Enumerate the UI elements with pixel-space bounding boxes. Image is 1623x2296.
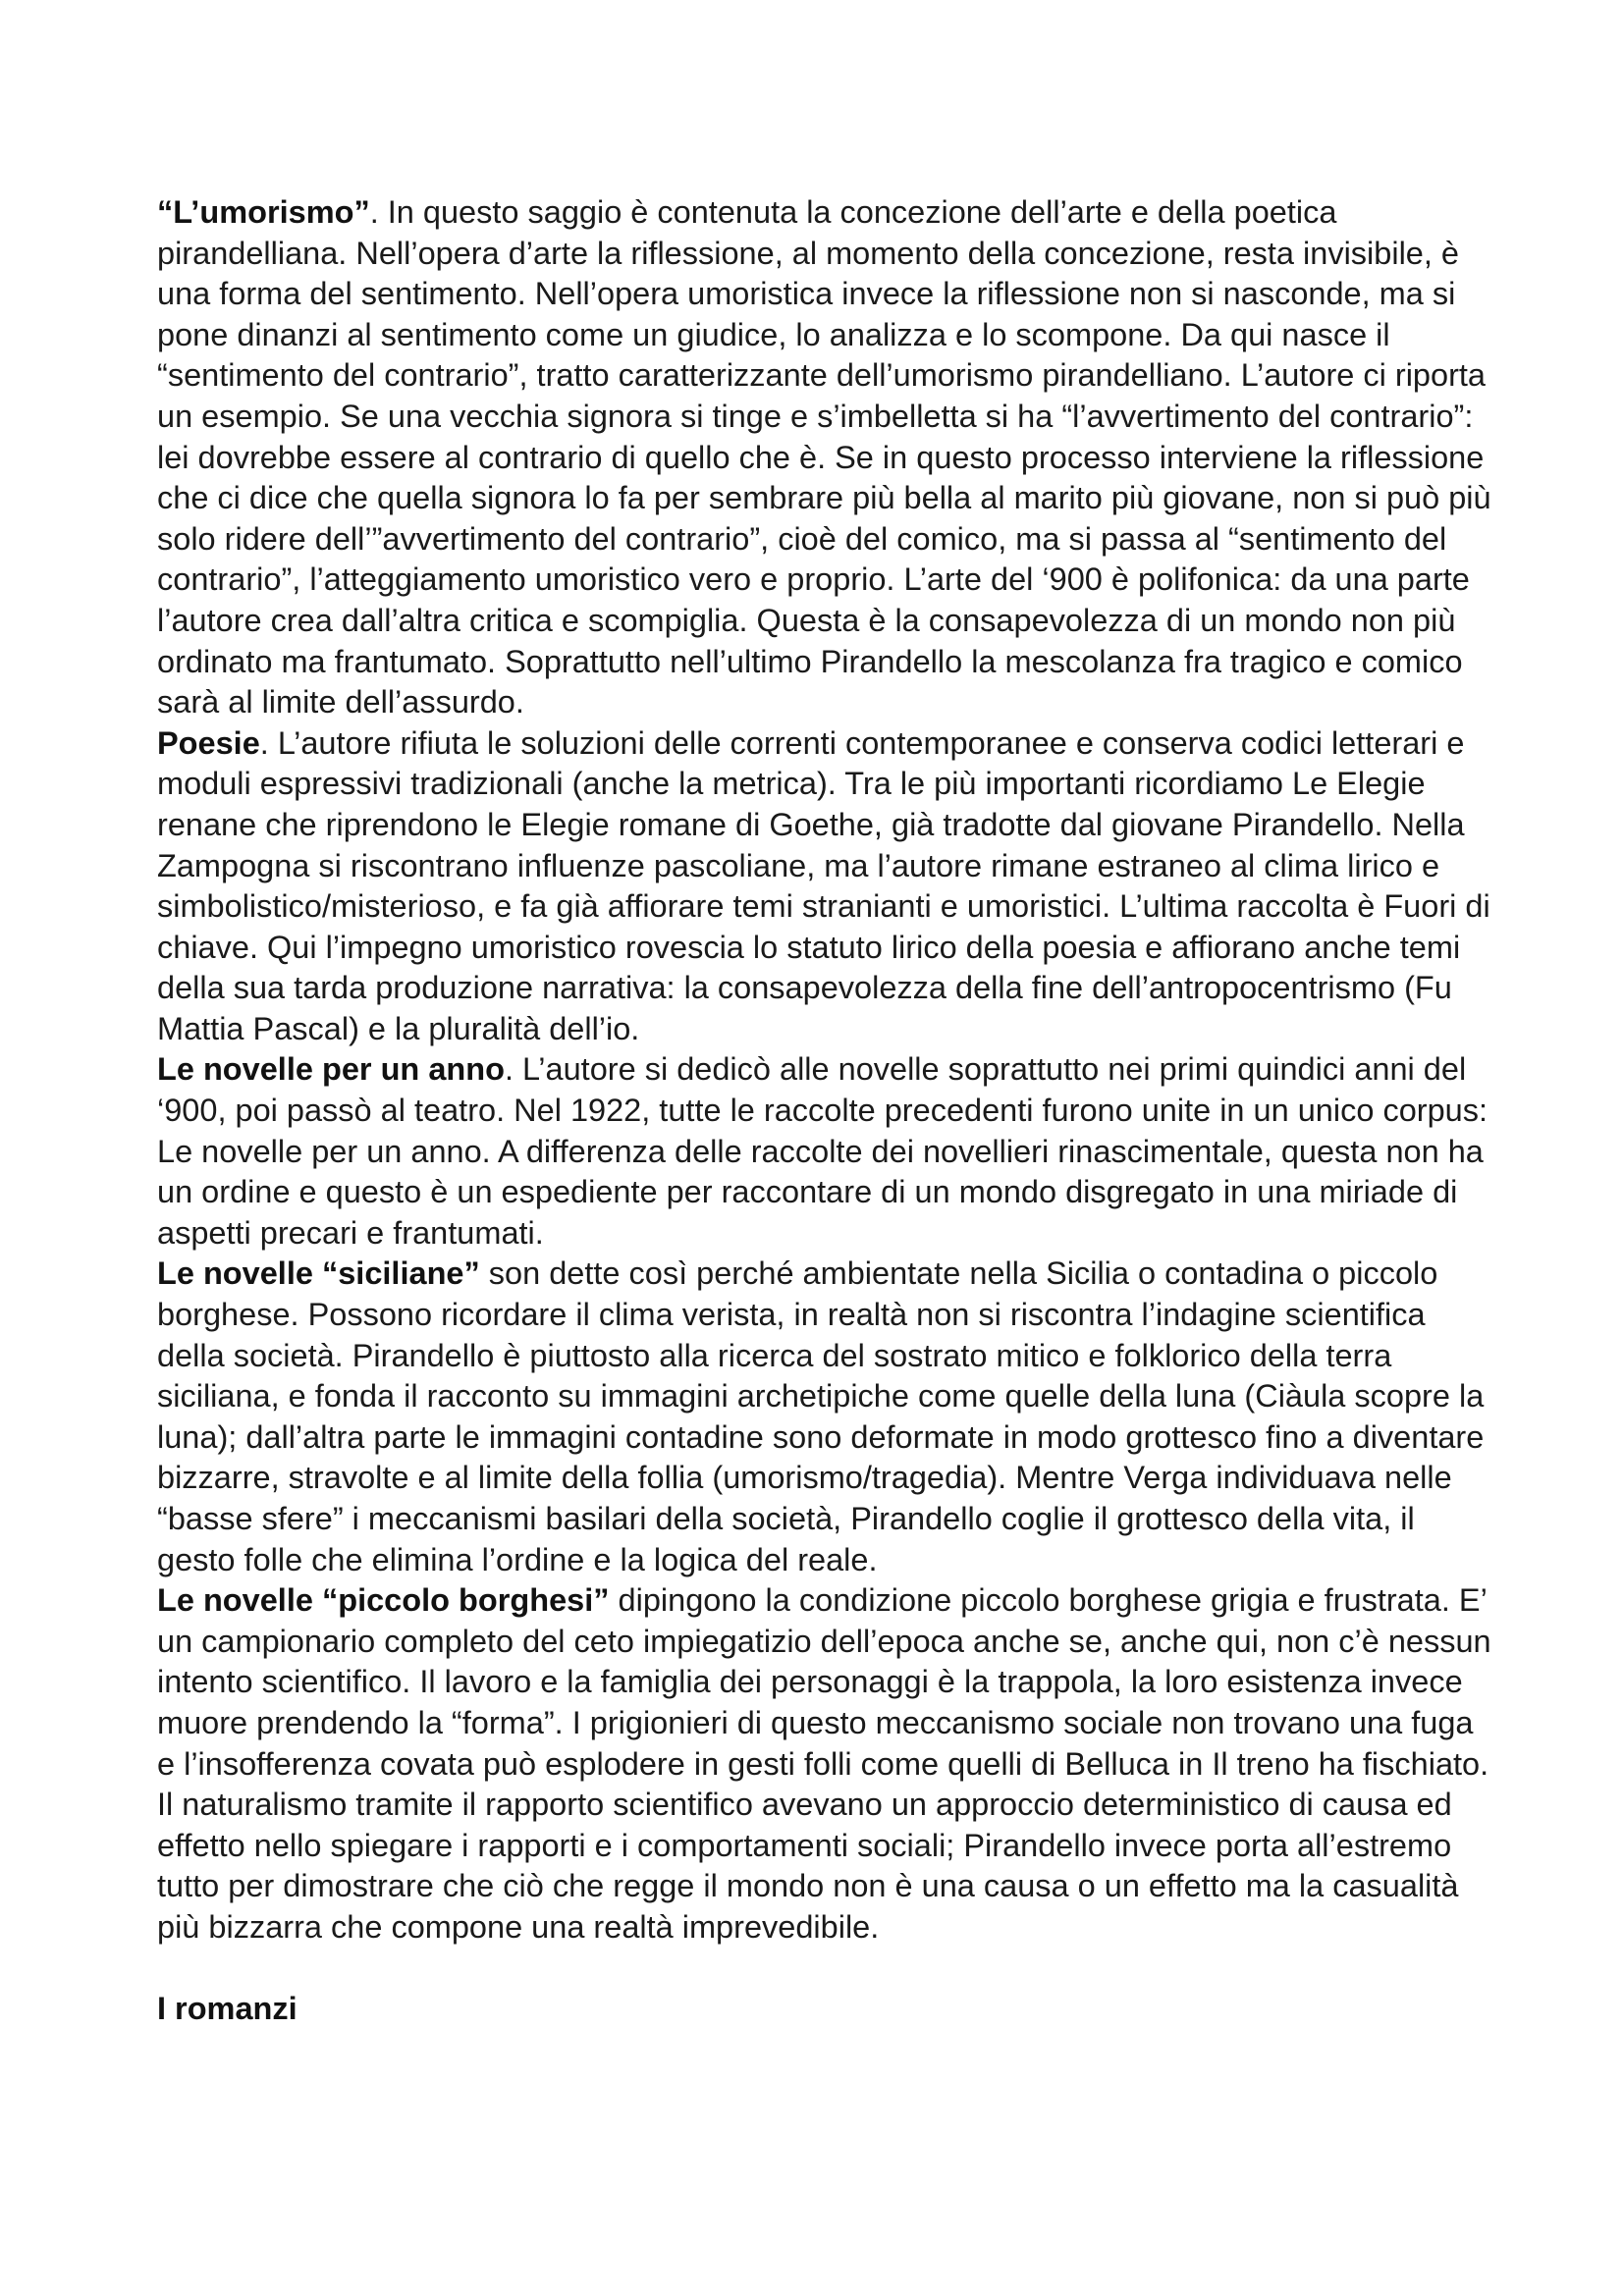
paragraph-lead: Le novelle per un anno <box>157 1051 505 1088</box>
paragraph-lead: Le novelle “piccolo borghesi” <box>157 1582 610 1619</box>
paragraph-lead: Le novelle “siciliane” <box>157 1255 480 1292</box>
paragraph-poesie <box>157 723 1492 1050</box>
paragraph-umorismo <box>157 192 1492 723</box>
paragraph-novelle-siciliane <box>157 1254 1492 1580</box>
paragraph-text: dipingono la condizione piccolo borghese grigia e frustrata. E’ un campionario completo del ceto impiegatizio dell’epoca anche se, anche qui, non c’è nessun intento scientifico. Il lavoro e la famiglia dei personaggi è la trappola, la loro esistenza invece muore prendendo la “forma”. I prigionieri di questo meccanismo sociale non trovano una fuga e l’insofferenza covata può esplodere in gesti folli come quelli di Belluca in Il treno ha fischiato. Il naturalismo tramite il rapporto scientifico avevano un approccio deterministico di causa ed effetto nello spiegare i rapporti e i comportamenti sociali; Pirandello invece porta all’estremo tutto per dimostrare che ciò che regge il mondo non è una causa o un effetto ma la casualità più bizzarra che compone una realtà imprevedibile. <box>157 1582 1491 1945</box>
document-page <box>157 192 1492 2030</box>
blank-line <box>157 1949 1492 1990</box>
paragraph-text: son dette così perché ambientate nella Sicilia o contadina o piccolo borghese. Possono ricordare il clima verista, in realtà non si riscontra l’indagine scientifica della società. Pirandello è piuttosto alla ricerca del sostrato mitico e folklorico della terra siciliana, e fonda il racconto su immagini archetipiche come quelle della luna (Ciàula scopre la luna); dall’altra parte le immagini contadine sono deformate in modo grottesco fino a diventare bizzarre, stravolte e al limite della follia (umorismo/tragedia). Mentre Verga individuava nelle “basse sfere” i meccanismi basilari della società, Pirandello coglie il grottesco della vita, il gesto folle che elimina l’ordine e la logica del reale. <box>157 1255 1485 1577</box>
paragraph-lead: Poesie <box>157 724 260 761</box>
paragraph-text: . In questo saggio è contenuta la concezione dell’arte e della poetica pirandelliana. Nell’opera d’arte la riflessione, al momento della concezione, resta invisibile, è una forma del sentimento. Nell’opera umoristica invece la riflessione non si nasconde, ma si pone dinanzi al sentimento come un giudice, lo analizza e lo scompone. Da qui nasce il “sentimento del contrario”, tratto caratterizzante dell’umorismo pirandelliano. L’autore ci riporta un esempio. Se una vecchia signora si tinge e s’imbelletta si ha “l’avvertimento del contrario”: lei dovrebbe essere al contrario di quello che è. Se in questo processo interviene la riflessione che ci dice che quella signora lo fa per sembrare più bella al marito più giovane, non si può più solo ridere dell’”avvertimento del contrario”, cioè del comico, ma si passa al “sentimento del contrario”, l’atteggiamento umoristico vero e proprio. L’arte del ‘900 è polifonica: da una parte l’autore crea dall’altra critica e scompiglia. Questa è la consapevolezza di un mondo non più ordinato ma frantumato. Soprattutto nell’ultimo Pirandello la mescolanza fra tragico e comico sarà al limite dell’assurdo. <box>157 194 1491 721</box>
paragraph-novelle-per-un-anno <box>157 1049 1492 1254</box>
paragraph-lead: “L’umorismo” <box>157 194 370 230</box>
section-heading-romanzi: I romanzi <box>157 1991 298 2027</box>
paragraph-text: . L’autore rifiuta le soluzioni delle correnti contemporanee e conserva codici letterari e moduli espressivi tradizionali (anche la metrica). Tra le più importanti ricordiamo Le Elegie renane che riprendono le Elegie romane di Goethe, già tradotte dal giovane Pirandello. Nella Zampogna si riscontrano influenze pascoliane, ma l’autore rimane estraneo al clima lirico e simbolistico/misterioso, e fa già affiorare temi stranianti e umoristici. L’ultima raccolta è Fuori di chiave. Qui l’impegno umoristico rovescia lo statuto lirico della poesia e affiorano anche temi della sua tarda produzione narrativa: la consapevolezza della fine dell’antropocentrismo (Fu Mattia Pascal) e la pluralità dell’io. <box>157 724 1490 1046</box>
paragraph-text: . L’autore si dedicò alle novelle soprattutto nei primi quindici anni del ‘900, poi passò al teatro. Nel 1922, tutte le raccolte precedenti furono unite in un unico corpus: Le novelle per un anno. A differenza delle raccolte dei novellieri rinascimentale, questa non ha un ordine e questo è un espediente per raccontare di un mondo disgregato in una miriade di aspetti precari e frantumati. <box>157 1051 1488 1251</box>
paragraph-novelle-piccolo-borghesi <box>157 1580 1492 1948</box>
